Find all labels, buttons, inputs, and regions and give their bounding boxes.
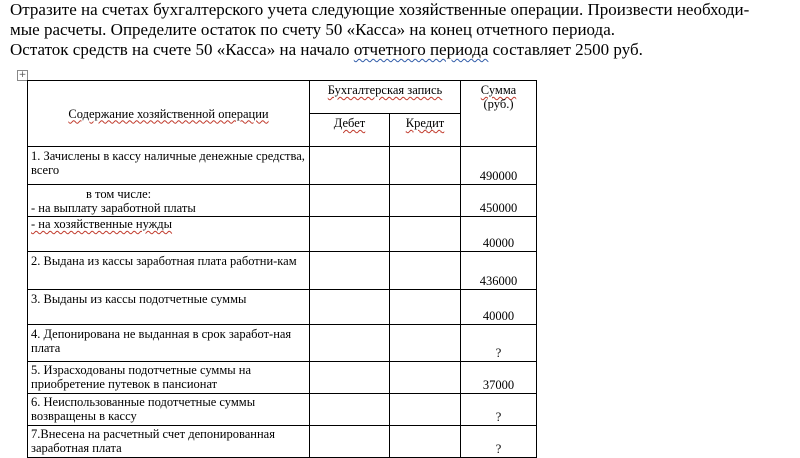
row-6-credit[interactable] xyxy=(390,325,461,362)
row-6-sum: ? xyxy=(461,325,537,362)
table-row xyxy=(28,325,537,362)
row-3-sum: 40000 xyxy=(461,217,537,252)
row-8-sum: ? xyxy=(461,394,537,426)
row-7-debit[interactable] xyxy=(310,362,390,394)
table-row xyxy=(28,362,537,394)
operations-table xyxy=(27,80,537,458)
table-move-handle-icon[interactable]: + xyxy=(18,70,27,80)
row-9-sum: ? xyxy=(461,426,537,458)
row-2-credit[interactable] xyxy=(390,185,461,217)
row-8-credit[interactable] xyxy=(390,394,461,426)
table-row xyxy=(28,147,537,185)
header-debit: Дебет xyxy=(310,114,390,147)
row-5-credit[interactable] xyxy=(390,290,461,325)
row-1-text: 1. Зачислены в кассу наличные денежные средства, всего xyxy=(28,147,310,185)
row-5-debit[interactable] xyxy=(310,290,390,325)
table-row xyxy=(28,252,537,290)
row-2-debit[interactable] xyxy=(310,185,390,217)
row-5-text: 3. Выданы из кассы подотчетные суммы xyxy=(28,290,310,325)
row-3-text: - на хозяйственные нужды xyxy=(28,217,310,252)
task-line-3-start: Остаток средств на счете 50 «Касса» на начало xyxy=(10,40,354,59)
row-8-text: 6. Неиспользованные подотчетные суммы возвращены в кассу xyxy=(28,394,310,426)
row-2-sum: 450000 xyxy=(461,185,537,217)
row-4-sum: 436000 xyxy=(461,252,537,290)
row-4-text: 2. Выдана из кассы заработная плата работни-кам xyxy=(28,252,310,290)
task-line-1: Отразите на счетах бухгалтерского учета следующие хозяйственные операции. Произвести необходи- xyxy=(10,0,750,19)
row-8-debit[interactable] xyxy=(310,394,390,426)
header-entry: Бухгалтерская запись xyxy=(310,81,461,114)
row-6-text: 4. Депонирована не выданная в срок заработ-ная плата xyxy=(28,325,310,362)
row-4-debit[interactable] xyxy=(310,252,390,290)
row-5-sum: 40000 xyxy=(461,290,537,325)
row-2-text-intro: в том числе: xyxy=(86,187,152,201)
row-6-debit[interactable] xyxy=(310,325,390,362)
row-2-text-item: - на выплату заработной платы xyxy=(31,201,196,215)
row-4-credit[interactable] xyxy=(390,252,461,290)
header-content: Содержание хозяйственной операции xyxy=(28,81,310,147)
row-7-sum: 37000 xyxy=(461,362,537,394)
row-3-debit[interactable] xyxy=(310,217,390,252)
header-sum xyxy=(461,81,537,147)
task-description xyxy=(10,0,795,60)
table-header-row-1 xyxy=(28,81,537,114)
table-row xyxy=(28,426,537,458)
row-7-credit[interactable] xyxy=(390,362,461,394)
row-3-credit[interactable] xyxy=(390,217,461,252)
table-row xyxy=(28,217,537,252)
task-line-3-end: составляет 2500 руб. xyxy=(488,40,643,59)
header-credit: Кредит xyxy=(390,114,461,147)
row-9-credit[interactable] xyxy=(390,426,461,458)
task-line-2: мые расчеты. Определите остаток по счету 50 «Касса» на конец отчетного периода. xyxy=(10,20,616,39)
row-1-sum: 490000 xyxy=(461,147,537,185)
table-row xyxy=(28,185,537,217)
task-line-3 xyxy=(10,40,795,60)
table-row xyxy=(28,290,537,325)
header-sum-line2: (руб.) xyxy=(483,97,514,111)
row-1-debit[interactable] xyxy=(310,147,390,185)
row-2-text xyxy=(28,185,310,217)
row-9-debit[interactable] xyxy=(310,426,390,458)
row-7-text: 5. Израсходованы подотчетные суммы на приобретение путевок в пансионат xyxy=(28,362,310,394)
row-9-text: 7.Внесена на расчетный счет депонированная заработная плата xyxy=(28,426,310,458)
task-line-3-period: отчетного периода xyxy=(353,40,489,59)
table-row xyxy=(28,394,537,426)
row-1-credit[interactable] xyxy=(390,147,461,185)
header-sum-line1: Сумма xyxy=(480,83,517,97)
